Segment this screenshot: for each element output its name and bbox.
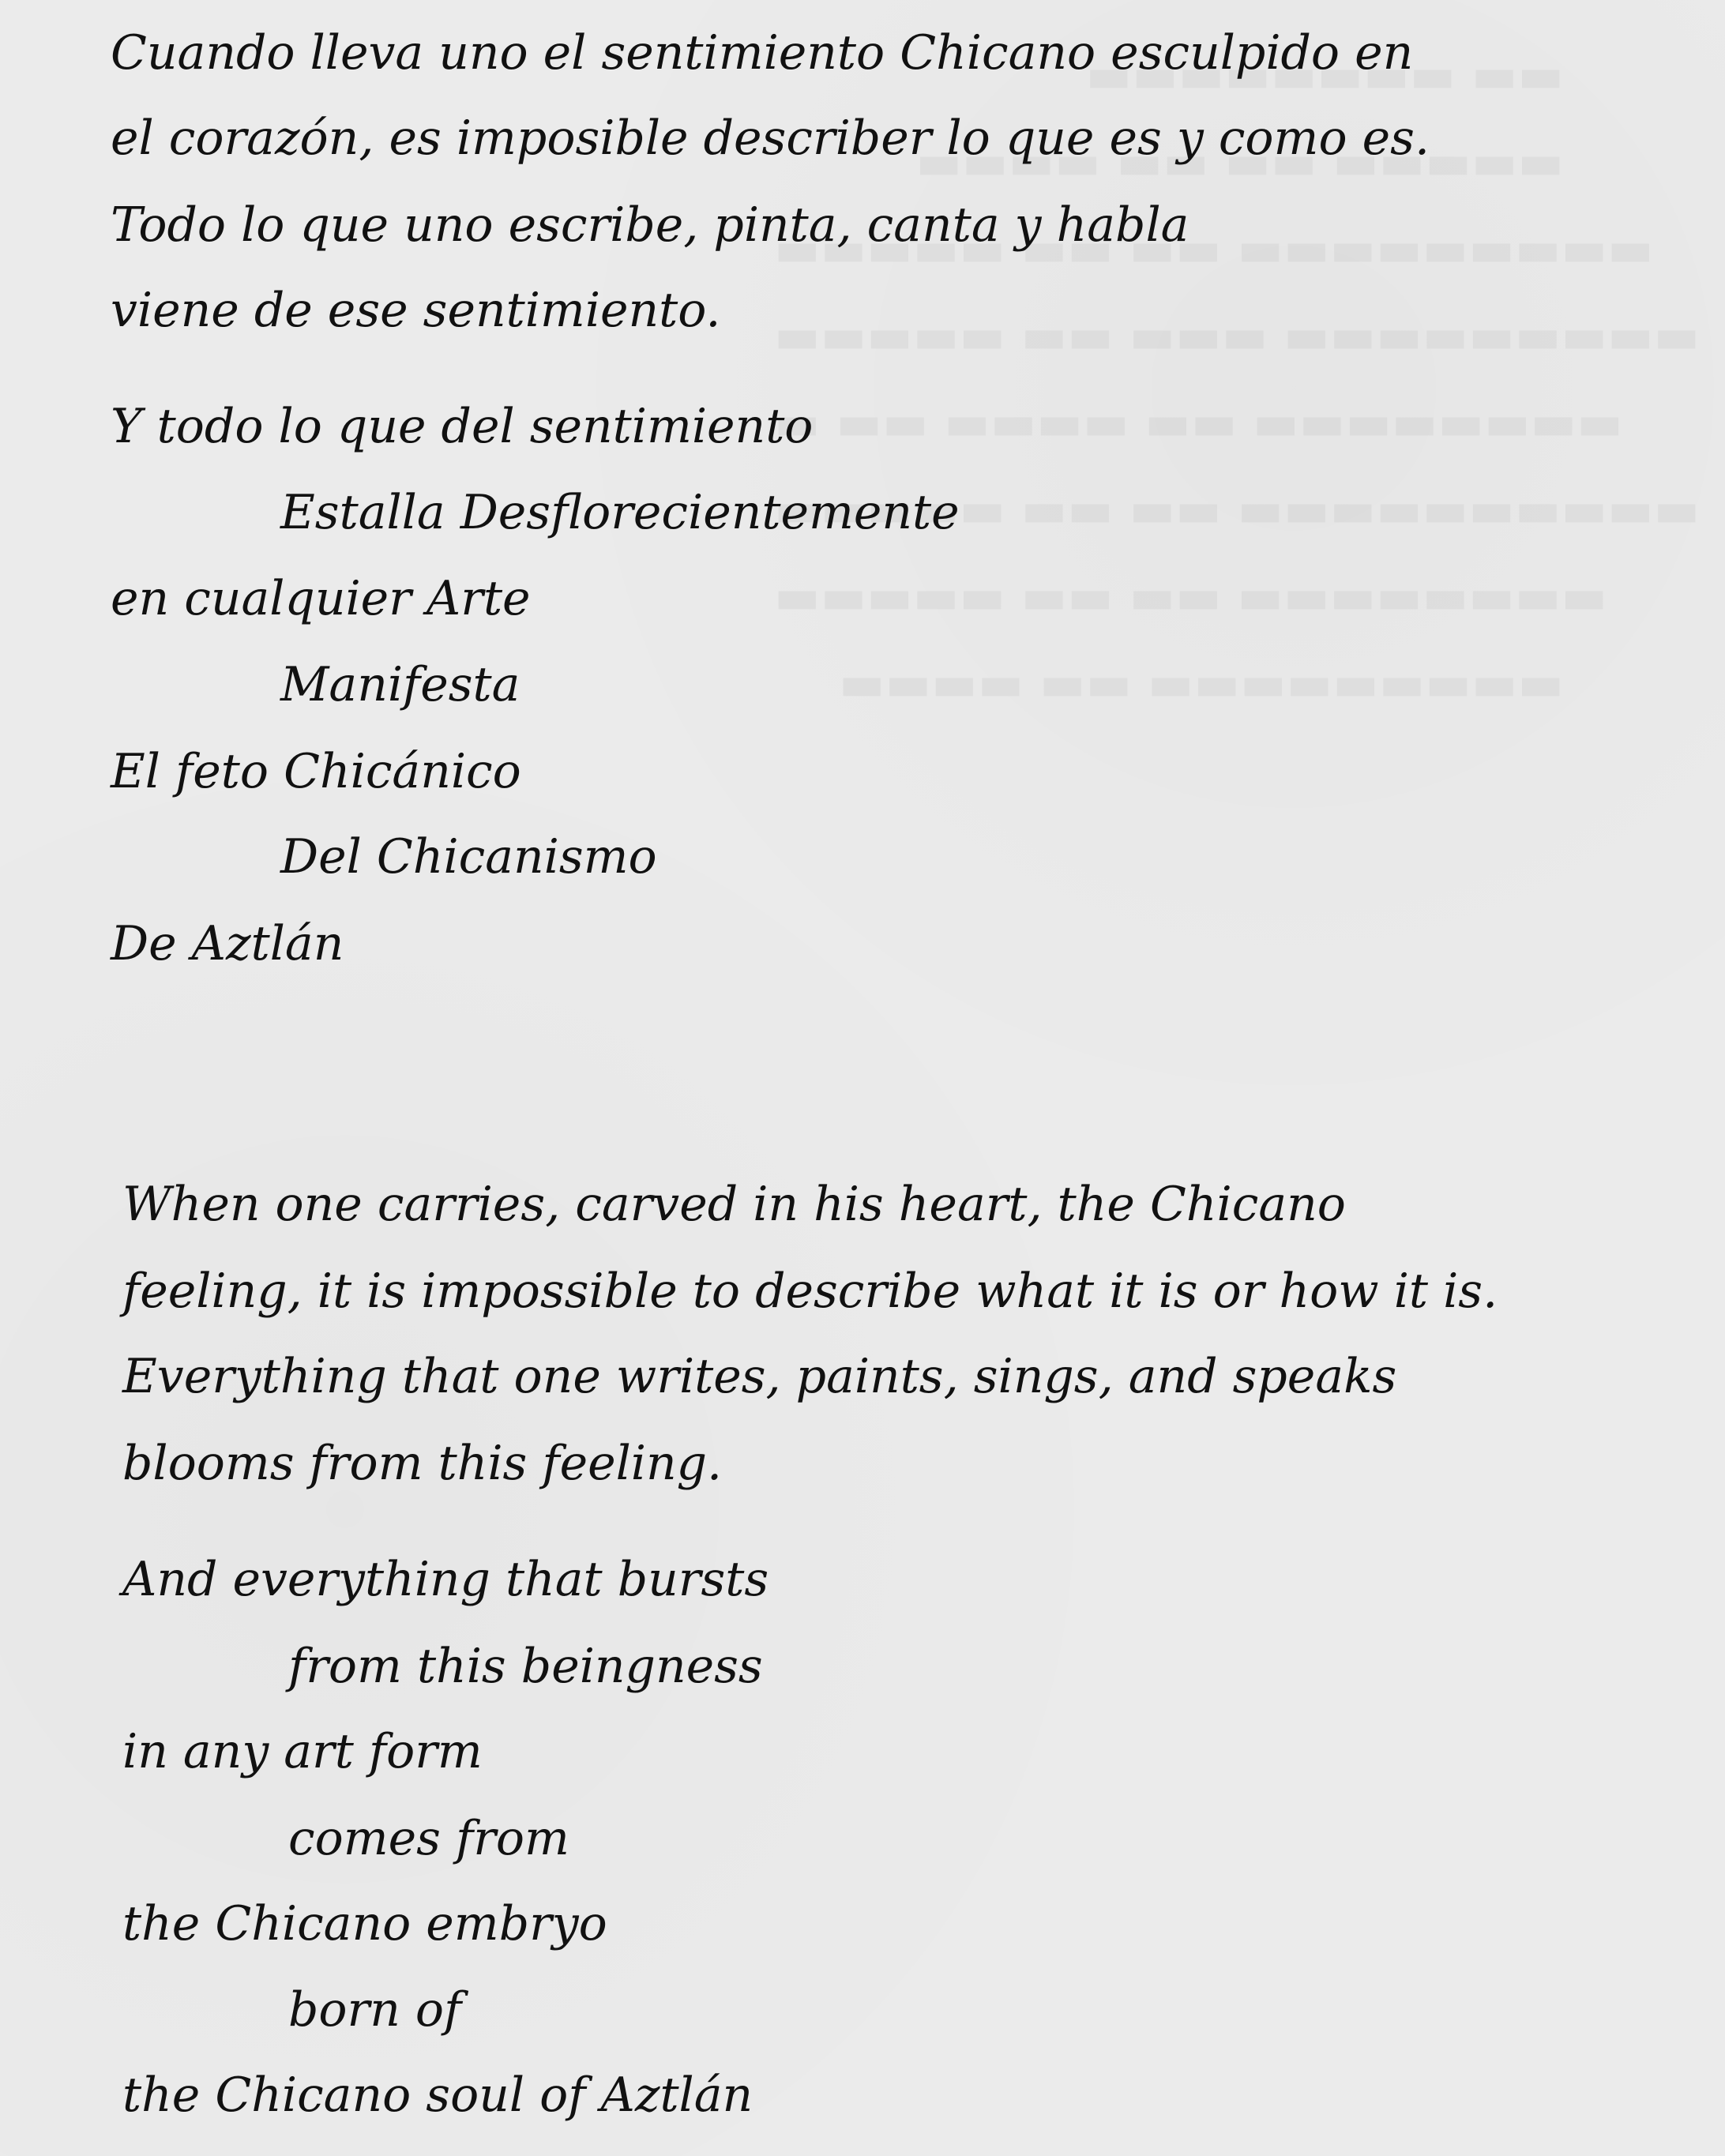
english-verse-line: born of — [288, 1982, 462, 2038]
english-verse-line: from this beingness — [288, 1639, 763, 1694]
spanish-prose-line: el corazón, es imposible describer lo que es y como es. — [111, 111, 1430, 166]
english-verse-line: the Chicano soul of Aztlán — [122, 2068, 754, 2123]
spanish-verse-line: Y todo lo que del sentimiento — [111, 399, 814, 454]
spanish-verse-line: en cualquier Arte — [111, 571, 531, 626]
english-verse-line: in any art form — [122, 1724, 483, 1779]
spanish-verse-line: De Aztlán — [111, 916, 344, 971]
spanish-verse-line: El feto Chicánico — [111, 744, 521, 799]
spanish-verse-line: Del Chicanismo — [280, 829, 657, 885]
spanish-prose-line: viene de ese sentimiento. — [111, 283, 721, 338]
spanish-prose-line: Cuando lleva uno el sentimiento Chicano esculpido en — [111, 25, 1414, 81]
english-prose-line: feeling, it is impossible to describe what it is or how it is. — [122, 1264, 1498, 1319]
english-verse-line: comes from — [288, 1811, 569, 1866]
english-verse-line: the Chicano embryo — [122, 1896, 607, 1951]
spanish-verse-line: Manifesta — [280, 657, 521, 712]
english-verse-line: And everything that bursts — [122, 1552, 769, 1607]
spanish-verse-line: Estalla Desflorecientemente — [280, 485, 960, 540]
english-prose-line: Everything that one writes, paints, sings, and speaks — [122, 1349, 1397, 1404]
english-prose-line: When one carries, carved in his heart, the Chicano — [122, 1177, 1346, 1232]
spanish-prose-line: Todo lo que uno escribe, pinta, canta y habla — [111, 197, 1189, 253]
english-prose-line: blooms from this feeling. — [122, 1436, 723, 1491]
